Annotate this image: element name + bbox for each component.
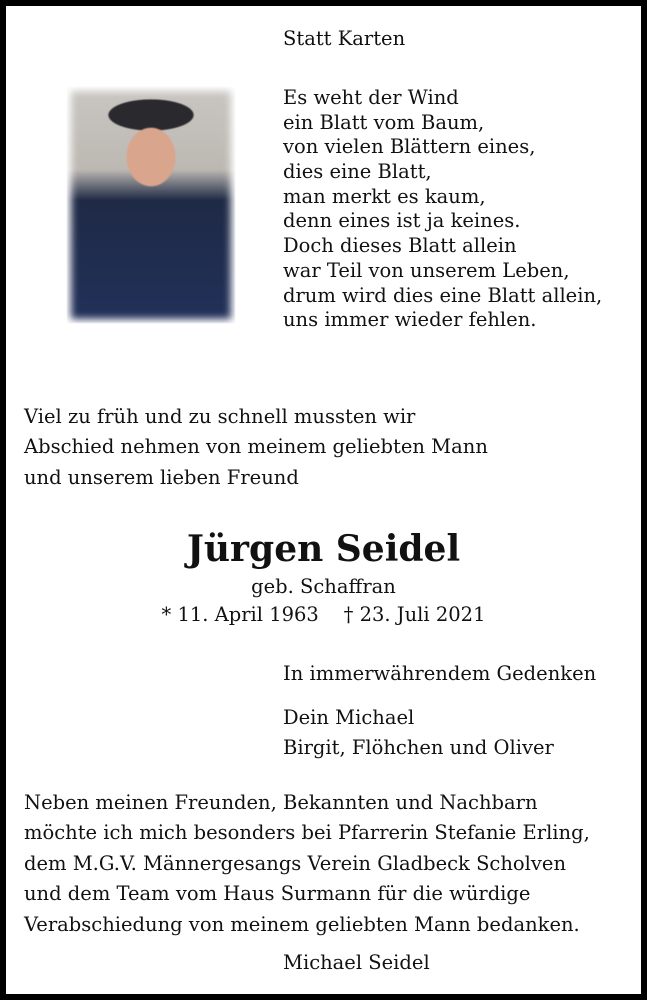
poem-line: denn eines ist ja keines.: [283, 209, 521, 233]
poem: [283, 86, 602, 333]
intro-line: Abschied nehmen von meinem geliebten Mann: [24, 435, 488, 459]
poem-line: Es weht der Wind: [283, 86, 459, 109]
mourner-line: Birgit, Flöhchen und Oliver: [283, 736, 554, 760]
intro-text: [24, 402, 488, 493]
intro-line: und unserem lieben Freund: [24, 465, 299, 489]
birth-date: * 11. April 1963: [161, 603, 319, 626]
mourners: [283, 703, 554, 764]
birth-name: geb. Schaffran: [251, 575, 396, 598]
deceased-name: Jürgen Seidel: [186, 528, 461, 570]
thanks-line: Neben meinen Freunden, Bekannten und Nachbarn: [24, 791, 538, 814]
thanks-line: Verabschiedung von meinem geliebten Mann bedanken.: [24, 912, 580, 936]
poem-line: von vielen Blättern eines,: [283, 135, 536, 159]
thanks-text: [24, 788, 590, 940]
poem-line: uns immer wieder fehlen.: [283, 308, 537, 332]
poem-line: war Teil von unserem Leben,: [283, 258, 570, 282]
header-text: Statt Karten: [283, 27, 406, 50]
poem-line: dies eine Blatt,: [283, 160, 432, 184]
death-date: † 23. Juli 2021: [343, 603, 486, 626]
poem-line: ein Blatt vom Baum,: [283, 110, 485, 134]
remembrance-text: In immerwährendem Gedenken: [283, 662, 597, 685]
poem-line: drum wird dies eine Blatt allein,: [283, 283, 603, 307]
poem-line: Doch dieses Blatt allein: [283, 234, 517, 258]
signature: Michael Seidel: [283, 951, 430, 974]
thanks-line: und dem Team vom Haus Surmann für die würdige: [24, 882, 531, 906]
portrait-photo: [67, 87, 235, 323]
thanks-line: dem M.G.V. Männergesangs Verein Gladbeck Scholven: [24, 851, 567, 875]
thanks-line: möchte ich mich besonders bei Pfarrerin Stefanie Erling,: [24, 821, 590, 845]
intro-line: Viel zu früh und zu schnell mussten wir: [24, 405, 416, 428]
life-dates: [6, 603, 641, 626]
poem-line: man merkt es kaum,: [283, 184, 486, 208]
mourner-line: Dein Michael: [283, 706, 415, 729]
